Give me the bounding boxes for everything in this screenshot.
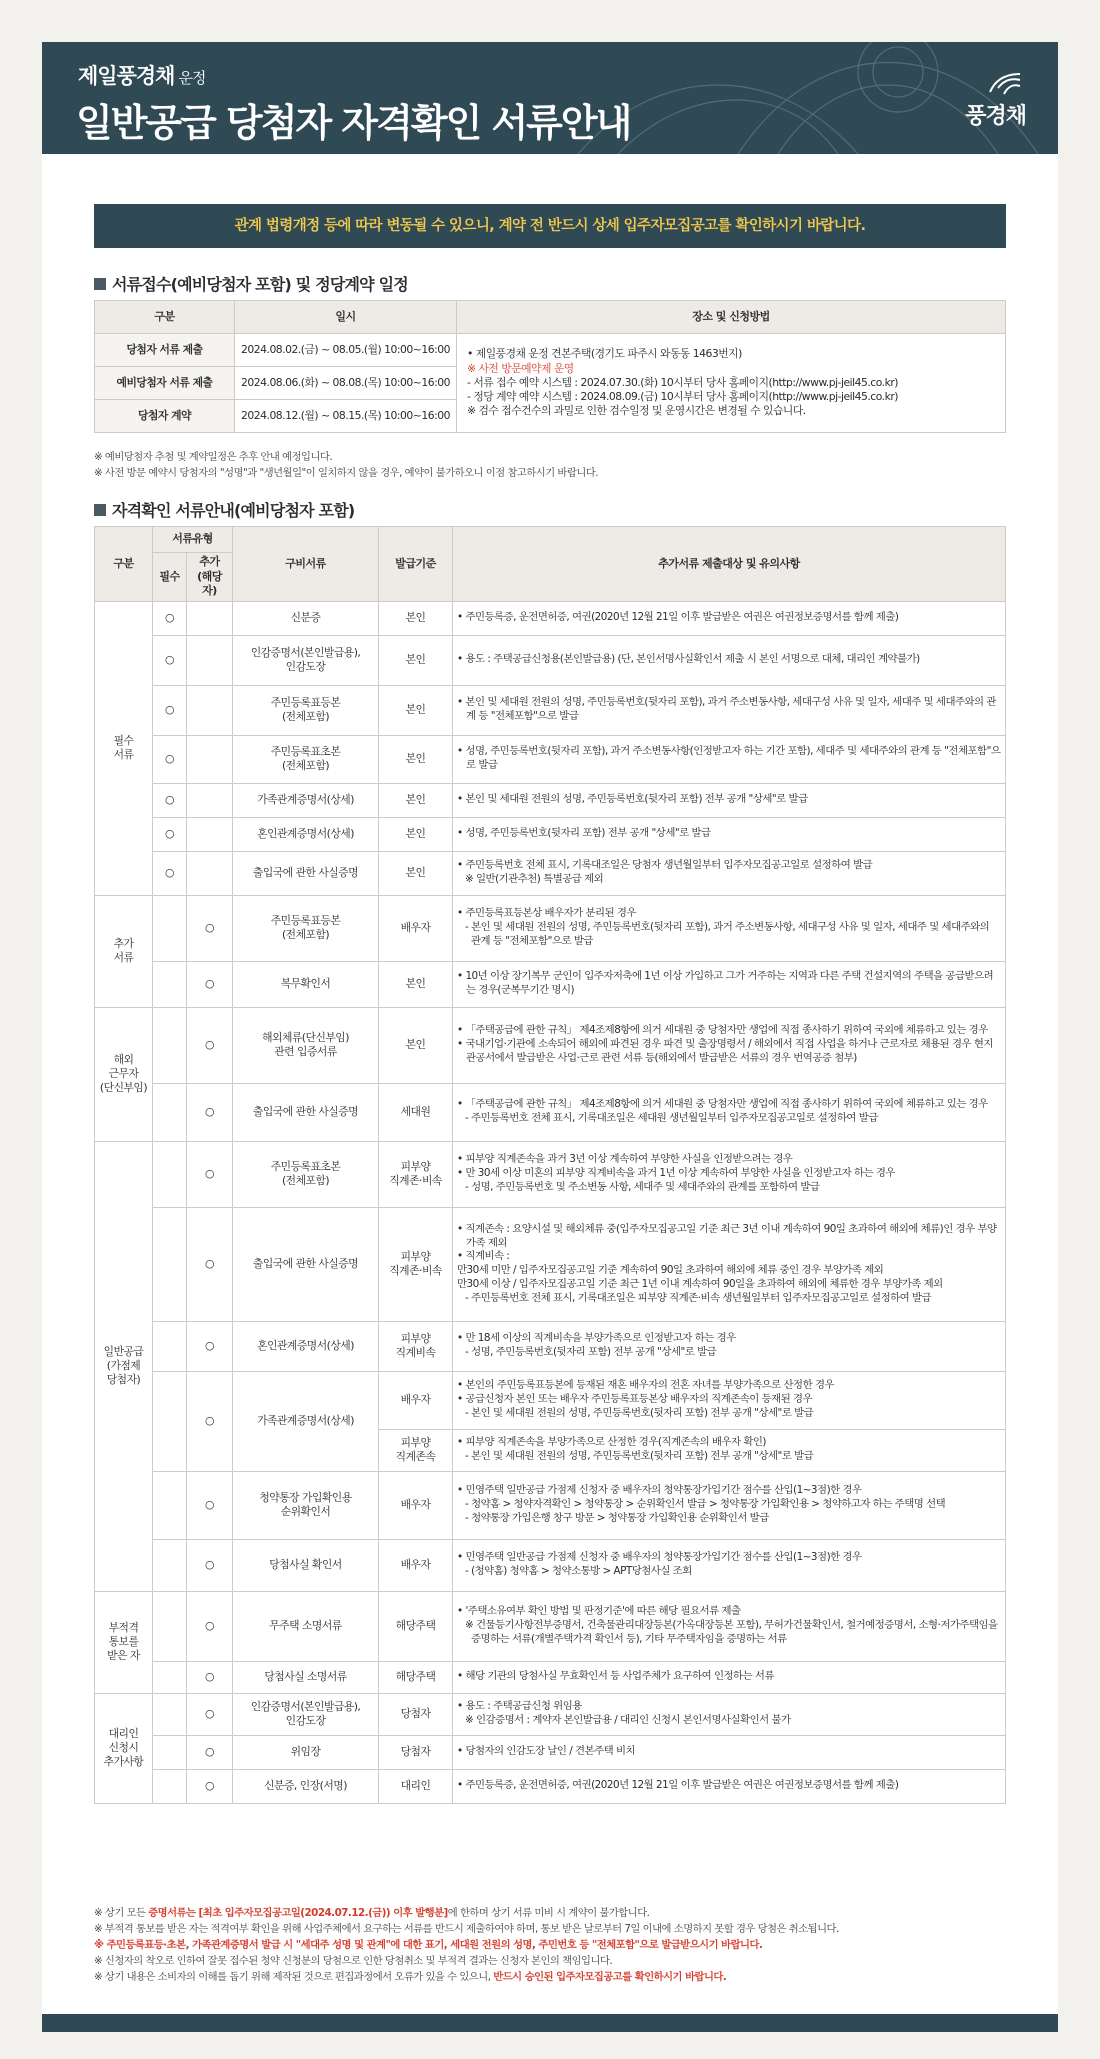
note-line: • 주민등록증, 운전면허증, 여권(2020년 12월 21일 이후 발급받은 여권은 여권정보증명서를 함께 제출) (457, 1779, 899, 1792)
note-line: • 성명, 주민등록번호(뒷자리 포함), 과거 주소변동사항(인정받고자 하는 기간 포함), 세대주 및 세대주와의 관계 등 "전체포함"으로 발급 (457, 745, 1001, 772)
table-row (95, 1207, 1006, 1321)
additional-mark (187, 601, 233, 635)
group-label: 부적격 통보를 받은 자 (95, 1591, 153, 1693)
col-header: 추가 (해당자) (187, 553, 233, 602)
document-notes (453, 851, 1006, 895)
schedule-table (94, 300, 1006, 433)
note-line: 만30세 이상 / 입주자모집공고일 기준 최근 1년 이내 계속하여 90일을 초과하여 해외에 체류한 경우 부양가족 제외 (457, 1277, 943, 1290)
col-header: 필수 (153, 553, 187, 602)
document-notes (453, 735, 1006, 783)
note-line: • 「주택공급에 관한 규칙」 제4조제8항에 의거 세대원 중 당첨자만 생업에 직접 종사하기 위하여 국외에 체류하고 있는 경우 (457, 1024, 988, 1037)
required-mark (153, 1661, 187, 1693)
document-name: 주민등록표초본 (전체포함) (233, 735, 379, 783)
additional-mark: ○ (187, 1371, 233, 1471)
additional-mark: ○ (187, 1007, 233, 1083)
note-line: - 성명, 주민등록번호 및 주소변동 사항, 세대주 및 세대주와의 관계를 포함하여 발급 (465, 1180, 820, 1193)
additional-mark: ○ (187, 1661, 233, 1693)
document-name: 가족관계증명서(상세) (233, 783, 379, 817)
required-mark (153, 1141, 187, 1207)
document-notes (453, 1321, 1006, 1371)
document-notes (453, 685, 1006, 735)
required-mark (153, 1007, 187, 1083)
issue-basis: 세대원 (379, 1083, 453, 1141)
table-row (95, 895, 1006, 961)
note-line: - 주민등록번호 전체 표시, 기록대조일은 세대원 생년월일부터 입주자모집공고일로 설정하여 발급 (465, 1112, 878, 1125)
additional-mark (187, 735, 233, 783)
document-notes (453, 1207, 1006, 1321)
note-line: • 만 30세 이상 미혼의 피부양 직계비속을 과거 1년 이상 계속하여 부양한 사실을 인정받고자 하는 경우 (457, 1167, 895, 1180)
document-notes (453, 635, 1006, 685)
document-name: 복무확인서 (233, 961, 379, 1007)
note-line: • 국내기업·기관에 소속되어 해외에 파견된 경우 파견 및 출장명령서 / 해외에서 직접 사업을 하거나 근로자로 채용된 경우 현지 관공서에서 발급받은 사업·근로 관련 서류 등(해외에서 발급받은 서류의 경우 번역공증 첨부) (457, 1038, 993, 1064)
additional-mark: ○ (187, 1591, 233, 1661)
required-mark (153, 1735, 187, 1769)
legal-notice-bar: 관계 법령개정 등에 따라 변동될 수 있으니, 계약 전 반드시 상세 입주자모집공고를 확인하시기 바랍니다. (94, 204, 1006, 248)
document-notes (453, 783, 1006, 817)
required-mark (153, 1591, 187, 1661)
note-line: • 피부양 직계존속을 부양가족으로 산정한 경우(직계존속의 배우자 확인) (457, 1436, 766, 1449)
schedule-label: 예비당첨자 서류 제출 (95, 367, 235, 400)
note-line: • 당첨자의 인감도장 날인 / 견본주택 비치 (457, 1745, 636, 1758)
document-name: 당첨사실 소명서류 (233, 1661, 379, 1693)
footer-bar (42, 2014, 1058, 2032)
additional-mark: ○ (187, 961, 233, 1007)
col-header: 서류유형 (153, 527, 233, 553)
required-mark: ○ (153, 817, 187, 851)
note-line: ※ 일반(기관추천) 특별공급 제외 (465, 873, 604, 886)
issue-basis: 본인 (379, 601, 453, 635)
document-name: 가족관계증명서(상세) (233, 1371, 379, 1471)
required-mark (153, 961, 187, 1007)
table-row (95, 685, 1006, 735)
group-label: 해외 근무자 (단신부임) (95, 1007, 153, 1141)
issue-basis: 피부양 직계존속 (379, 1429, 453, 1471)
issue-basis: 피부양 직계존·비속 (379, 1141, 453, 1207)
note-line: • 본인 및 세대원 전원의 성명, 주민등록번호(뒷자리 포함), 과거 주소변동사항, 세대구성 사유 및 일자, 세대주 및 세대주와의 관계 등 "전체포함"으로 발급 (457, 696, 996, 723)
schedule-label: 당첨자 서류 제출 (95, 334, 235, 367)
note-line: • 성명, 주민등록번호(뒷자리 포함) 전부 공개 "상세"로 발급 (457, 827, 711, 840)
group-label: 일반공급 (가점제 당첨자) (95, 1141, 153, 1591)
col-header: 발급기준 (379, 527, 453, 602)
additional-mark: ○ (187, 1693, 233, 1735)
required-mark (153, 895, 187, 961)
table-row (95, 1661, 1006, 1693)
table-row (95, 735, 1006, 783)
header-operator: 제일풍경채 운정 (78, 64, 206, 88)
required-mark (153, 1321, 187, 1371)
document-name: 당첨사실 확인서 (233, 1539, 379, 1591)
issue-basis: 피부양 직계비속 (379, 1321, 453, 1371)
leaf-logo-icon (986, 70, 1024, 96)
additional-mark (187, 783, 233, 817)
note-line: - 주민등록번호 전체 표시, 기록대조일은 피부양 직계존·비속 생년월일부터 입주자모집공고일로 설정하여 발급 (465, 1291, 932, 1304)
document-name: 주민등록표초본 (전체포함) (233, 1141, 379, 1207)
note-line: • 직계존속 : 요양시설 및 해외체류 중(입주자모집공고일 기준 최근 3년 이내 계속하여 90일 초과하여 해외에 체류)인 경우 부양가족 제외 (457, 1222, 997, 1249)
document-notes (453, 1661, 1006, 1693)
issue-basis: 본인 (379, 635, 453, 685)
table-row (95, 817, 1006, 851)
schedule-notes: ※ 예비당첨자 추첨 및 계약일정은 추후 안내 예정입니다. ※ 사전 방문 예약시 당첨자의 "성명"과 "생년월일"이 일치하지 않을 경우, 예약이 불가하오니 이점 참고하시기 바랍니다. (94, 451, 598, 479)
required-mark (153, 1539, 187, 1591)
document-name: 청약통장 가입확인용 순위확인서 (233, 1471, 379, 1539)
additional-mark: ○ (187, 1207, 233, 1321)
schedule-label: 당첨자 계약 (95, 400, 235, 433)
note-line: • 용도 : 주택공급신청용(본인발급용) (단, 본인서명사실확인서 제출 시 본인 서명으로 대체, 대리인 계약불가) (457, 653, 920, 666)
required-mark: ○ (153, 851, 187, 895)
note-line: • 공급신청자 본인 또는 배우자 주민등록표등본상 배우자의 직계존속이 등재된 경우 (457, 1393, 813, 1406)
table-row (95, 783, 1006, 817)
issue-basis: 해당주택 (379, 1591, 453, 1661)
issue-basis: 본인 (379, 735, 453, 783)
document-name: 주민등록표등본 (전체포함) (233, 895, 379, 961)
note-line: • 직계비속 : (457, 1250, 510, 1263)
issue-basis: 피부양 직계존·비속 (379, 1207, 453, 1321)
flyer-page (42, 42, 1058, 2032)
group-label: 필수 서류 (95, 601, 153, 895)
document-notes (453, 1429, 1006, 1471)
additional-mark: ○ (187, 1083, 233, 1141)
note-line: - (청약홈) 청약홈 > 청약소통방 > APT당첨사실 조회 (465, 1565, 692, 1578)
required-mark (153, 1083, 187, 1141)
note-line: • 해당 기관의 당첨사실 무효확인서 등 사업주체가 요구하여 인정하는 서류 (457, 1670, 774, 1683)
table-row (95, 1371, 1006, 1429)
note-line: • 만 18세 이상의 직계비속을 부양가족으로 인정받고자 하는 경우 (457, 1332, 736, 1345)
document-name: 위임장 (233, 1735, 379, 1769)
document-name: 해외체류(단신부임) 관련 입증서류 (233, 1007, 379, 1083)
document-name: 출입국에 관한 사실증명 (233, 1083, 379, 1141)
required-mark (153, 1693, 187, 1735)
note-line: - 청약통장 가입은행 창구 방문 > 청약통장 가입확인용 순위확인서 발급 (465, 1511, 769, 1524)
note-line: • 주민등록번호 전체 표시, 기록대조일은 당첨자 생년월일부터 입주자모집공고일로 설정하여 발급 (457, 859, 873, 872)
section-title-schedule: 서류접수(예비당첨자 포함) 및 정당계약 일정 (94, 272, 408, 295)
document-notes (453, 1693, 1006, 1735)
issue-basis: 본인 (379, 817, 453, 851)
col-header: 구분 (95, 301, 235, 334)
note-line: • 「주택공급에 관한 규칙」 제4조제8항에 의거 세대원 중 당첨자만 생업에 직접 종사하기 위하여 국외에 체류하고 있는 경우 (457, 1098, 988, 1111)
document-notes (453, 1539, 1006, 1591)
table-row (95, 851, 1006, 895)
bottom-notes: ※ 상기 모든 증명서류는 [최초 입주자모집공고일(2024.07.12.(금)) 이후 발행분]에 한하며 상기 서류 미비 시 계약이 불가합니다. ※ 부적격 통보를 받은 자는 적격여부 확인을 위해 사업주체에서 요구하는 서류를 반드시 제출하여야 하며, 통보 받은 날로부터 7일 이내에 소명하지 못할 경우 당첨은 취소됩니다. ※ 주민등록표등·초본, 가족관계증명서 발급 시 "세대주 성명 및 관계"에 대한 표기, 세대원 전원의 성명, 주민번호 등 "전체포함"으로 발급받으시기 바랍니다. ※ 신청자의 착오로 인하여 잘못 접수된 청약 신청분의 당첨으로 인한 당첨취소 및 부적격 결과는 신청자 본인의 책임입니다. ※ 상기 내용은 소비자의 이해를 돕기 위해 제작된 것으로 편집과정에서 오류가 있을 수 있으니, 반드시 승인된 입주자모집공고를 확인하시기 바랍니다. (94, 1907, 839, 1983)
additional-mark: ○ (187, 1735, 233, 1769)
additional-mark: ○ (187, 1539, 233, 1591)
required-mark: ○ (153, 685, 187, 735)
group-label: 대리인 신청시 추가사항 (95, 1693, 153, 1803)
required-mark: ○ (153, 735, 187, 783)
additional-mark: ○ (187, 1141, 233, 1207)
document-name: 출입국에 관한 사실증명 (233, 851, 379, 895)
issue-basis: 본인 (379, 685, 453, 735)
document-notes (453, 1471, 1006, 1539)
additional-mark: ○ (187, 895, 233, 961)
documents-table (94, 526, 1006, 1804)
document-name: 주민등록표등본 (전체포함) (233, 685, 379, 735)
note-line: - 성명, 주민등록번호(뒷자리 포함) 전부 공개 "상세"로 발급 (465, 1346, 717, 1359)
issue-basis: 본인 (379, 783, 453, 817)
document-name: 혼인관계증명서(상세) (233, 817, 379, 851)
document-notes (453, 1141, 1006, 1207)
required-mark (153, 1207, 187, 1321)
schedule-place: • 제일풍경채 운정 견본주택(경기도 파주시 와동동 1463번지) ※ 사전 방문예약제 운영 - 서류 접수 예약 시스템 : 2024.07.30.(화) 10시부터 당사 홈페이지(http://www.pj-jeil45.co.kr) - 정당 계약 예약 시스템 : 2024.08.09.(금) 10시부터 당사 홈페이지(http://www.pj-jeil45.co.kr) ※ 검수 접수건수의 과밀로 인한 검수일정 및 운영시간은 변경될 수 있습니다. (457, 334, 1006, 433)
document-notes (453, 1371, 1006, 1429)
additional-mark: ○ (187, 1769, 233, 1803)
schedule-date: 2024.08.12.(월) ~ 08.15.(목) 10:00~16:00 (235, 400, 457, 433)
table-row (95, 1539, 1006, 1591)
table-row (95, 1769, 1006, 1803)
col-header: 장소 및 신청방법 (457, 301, 1006, 334)
note-line: • 본인 및 세대원 전원의 성명, 주민등록번호(뒷자리 포함) 전부 공개 "상세"로 발급 (457, 793, 808, 806)
issue-basis: 본인 (379, 961, 453, 1007)
document-notes (453, 1769, 1006, 1803)
required-mark: ○ (153, 783, 187, 817)
document-name: 신분증, 인장(서명) (233, 1769, 379, 1803)
issue-basis: 배우자 (379, 1471, 453, 1539)
table-row (95, 1141, 1006, 1207)
group-label: 추가 서류 (95, 895, 153, 1007)
document-notes (453, 961, 1006, 1007)
document-name: 신분증 (233, 601, 379, 635)
document-notes (453, 1591, 1006, 1661)
additional-mark: ○ (187, 1471, 233, 1539)
schedule-date: 2024.08.06.(화) ~ 08.08.(목) 10:00~16:00 (235, 367, 457, 400)
required-mark (153, 1769, 187, 1803)
issue-basis: 당첨자 (379, 1693, 453, 1735)
document-notes (453, 895, 1006, 961)
required-mark: ○ (153, 635, 187, 685)
page-title: 일반공급 당첨자 자격확인 서류안내 (76, 101, 631, 145)
additional-mark (187, 635, 233, 685)
document-notes (453, 817, 1006, 851)
issue-basis: 본인 (379, 1007, 453, 1083)
note-line: • 용도 : 주택공급신청 위임용 (457, 1700, 582, 1713)
additional-mark: ○ (187, 1321, 233, 1371)
note-line: • 본인의 주민등록표등본에 등재된 재혼 배우자의 전혼 자녀를 부양가족으로 산정한 경우 (457, 1379, 835, 1392)
document-notes (453, 1083, 1006, 1141)
note-line: - 청약홈 > 청약자격확인 > 청약통장 > 순위확인서 발급 > 청약통장 가입확인용 > 청약하고자 하는 주택명 선택 (465, 1498, 946, 1511)
table-row (95, 961, 1006, 1007)
note-line: ※ 인감증명서 : 계약자 본인발급용 / 대리인 신청시 본인서명사실확인서 불가 (465, 1714, 791, 1727)
note-line: • 주민등록증, 운전면허증, 여권(2020년 12월 21일 이후 발급받은 여권은 여권정보증명서를 함께 제출) (457, 611, 899, 624)
note-line: - 본인 및 세대원 전원의 성명, 주민등록번호(뒷자리 포함), 과거 주소변동사항, 세대구성 사유 및 일자, 세대주 및 세대주와의 관계 등 "전체포함"으로 발급 (465, 921, 990, 947)
table-row (95, 1007, 1006, 1083)
note-line: 만30세 미만 / 입주자모집공고일 기준 계속하여 90일 초과하여 해외에 체류 중인 경우 부양가족 제외 (457, 1264, 884, 1277)
document-name: 출입국에 관한 사실증명 (233, 1207, 379, 1321)
issue-basis: 배우자 (379, 1371, 453, 1429)
issue-basis: 당첨자 (379, 1735, 453, 1769)
document-name: 무주택 소명서류 (233, 1591, 379, 1661)
issue-basis: 배우자 (379, 895, 453, 961)
issue-basis: 배우자 (379, 1539, 453, 1591)
issue-basis: 본인 (379, 851, 453, 895)
note-line: • 10년 이상 장기복무 군인이 입주자저축에 1년 이상 가입하고 그가 거주하는 지역과 다른 주택 건설지역의 주택을 공급받으려는 경우(군복무기간 명시) (457, 970, 994, 997)
additional-mark (187, 851, 233, 895)
table-row (95, 1471, 1006, 1539)
table-row (95, 1591, 1006, 1661)
section-title-documents: 자격확인 서류안내(예비당첨자 포함) (94, 498, 354, 521)
brand-logo: 풍경채 (946, 70, 1026, 130)
required-mark: ○ (153, 601, 187, 635)
note-line: • 주민등록표등본상 배우자가 분리된 경우 (457, 907, 636, 920)
table-row (95, 635, 1006, 685)
note-line: • '주택소유여부 확인 방법 및 판정기준'에 따른 해당 필요서류 제출 (457, 1605, 741, 1618)
col-header: 추가서류 제출대상 및 유의사항 (453, 527, 1006, 602)
required-mark (153, 1471, 187, 1539)
document-notes (453, 1735, 1006, 1769)
note-line: ※ 건물등기사항전부증명서, 건축물관리대장등본(가옥대장등본 포함), 무허가건물확인서, 철거예정증명서, 소형·저가주택임을 증명하는 서류(개별주택가격 확인서 등), 기타 무주택자임을 증명하는 서류 (465, 1619, 998, 1645)
square-bullet-icon (94, 504, 106, 516)
square-bullet-icon (94, 278, 106, 290)
table-row (95, 1083, 1006, 1141)
document-name: 인감증명서(본인발급용), 인감도장 (233, 635, 379, 685)
note-line: • 피부양 직계존속을 과거 3년 이상 계속하여 부양한 사실을 인정받으려는 경우 (457, 1153, 793, 1166)
col-header: 구분 (95, 527, 153, 602)
additional-mark (187, 817, 233, 851)
issue-basis: 대리인 (379, 1769, 453, 1803)
document-notes (453, 601, 1006, 635)
document-name: 혼인관계증명서(상세) (233, 1321, 379, 1371)
table-row (95, 1735, 1006, 1769)
table-row (95, 1693, 1006, 1735)
note-line: • 민영주택 일반공급 가점제 신청자 중 배우자의 청약통장가입기간 점수를 산입(1~3점)한 경우 (457, 1551, 862, 1564)
header-banner (42, 42, 1058, 154)
issue-basis: 해당주택 (379, 1661, 453, 1693)
note-line: • 민영주택 일반공급 가점제 신청자 중 배우자의 청약통장가입기간 점수를 산입(1~3점)한 경우 (457, 1484, 862, 1497)
additional-mark (187, 685, 233, 735)
schedule-date: 2024.08.02.(금) ~ 08.05.(월) 10:00~16:00 (235, 334, 457, 367)
document-name: 인감증명서(본인발급용), 인감도장 (233, 1693, 379, 1735)
col-header: 구비서류 (233, 527, 379, 602)
table-row (95, 1321, 1006, 1371)
note-line: - 본인 및 세대원 전원의 성명, 주민등록번호(뒷자리 포함) 전부 공개 "상세"로 발급 (465, 1406, 814, 1419)
document-notes (453, 1007, 1006, 1083)
required-mark (153, 1371, 187, 1471)
col-header: 일시 (235, 301, 457, 334)
note-line: - 본인 및 세대원 전원의 성명, 주민등록번호(뒷자리 포함) 전부 공개 "상세"로 발급 (465, 1450, 814, 1463)
table-row (95, 601, 1006, 635)
